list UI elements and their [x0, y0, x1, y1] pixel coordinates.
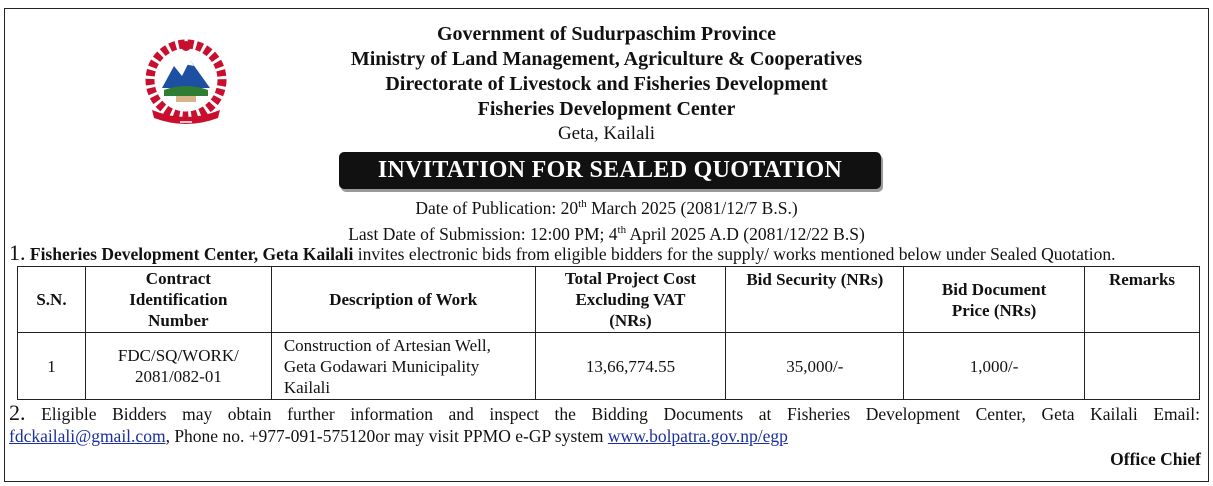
th-price-l1: Bid Document: [941, 279, 1047, 299]
paragraph-2-line2: [9, 425, 1200, 447]
header-center: Fisheries Development Center: [477, 98, 736, 120]
th-description: Description of Work: [271, 267, 535, 333]
cell-contract-l2: 2081/082-01: [134, 367, 222, 386]
publication-date-prefix: Date of Publication: 20: [415, 197, 579, 218]
header: [0, 22, 1213, 146]
paragraph-1-text: invites electronic bids from eligible bidders for the supply/ works mentioned below under Sealed Quotation.: [353, 244, 1116, 264]
paragraph-2-text2: , Phone no. +977-091-575120or may visit PPMO e-GP system: [165, 426, 608, 446]
cell-desc-l1: Construction of Artesian Well,: [283, 335, 491, 355]
publication-date-sup: th: [578, 198, 587, 210]
quotation-table: [17, 266, 1200, 400]
header-ministry: Ministry of Land Management, Agriculture & Cooperatives: [350, 48, 863, 70]
table-header-row: [18, 267, 1200, 333]
header-directorate: Directorate of Livestock and Fisheries Development: [385, 73, 828, 95]
cell-desc-l3: Kailali: [283, 377, 331, 397]
table-row: [18, 333, 1200, 400]
paragraph-1-number: 1.: [9, 240, 26, 265]
cell-sn: 1: [18, 333, 86, 400]
notice-title-banner: INVITATION FOR SEALED QUOTATION: [339, 152, 881, 189]
publication-date-rest: March 2025 (2081/12/7 B.S.): [586, 197, 798, 218]
paragraph-1: [9, 242, 1209, 265]
cell-security: 35,000/-: [726, 333, 904, 400]
th-contract: [85, 267, 271, 333]
th-contract-l3: Number: [148, 311, 209, 330]
signature: Office Chief: [1110, 449, 1201, 469]
th-cost: [535, 267, 726, 333]
th-security: Bid Security (NRs): [726, 267, 904, 333]
paragraph-2: [9, 402, 1200, 447]
th-sn: S.N.: [18, 267, 86, 333]
cell-price: 1,000/-: [904, 333, 1085, 400]
header-government: Government of Sudurpaschim Province: [436, 23, 777, 45]
th-remarks: Remarks: [1085, 267, 1200, 333]
paragraph-1-bold: Fisheries Development Center, Geta Kailali: [29, 244, 354, 264]
paragraph-2-line1: [9, 402, 1200, 425]
cell-cost: 13,66,774.55: [535, 333, 726, 400]
header-location: Geta, Kailali: [557, 123, 656, 144]
th-contract-l1: Contract: [145, 269, 211, 288]
th-cost-l1: Total Project Cost: [564, 269, 697, 288]
cell-remarks: [1085, 333, 1200, 400]
th-contract-l2: Identification: [129, 290, 228, 309]
dates-block: [0, 193, 1213, 245]
email-link[interactable]: fdckailali@gmail.com: [9, 426, 166, 446]
th-cost-l3: (NRs): [609, 311, 652, 330]
paragraph-2-text1: Eligible Bidders may obtain further information and inspect the Bidding Documents at Fisheries Development Center, Geta Kailali Email:: [25, 404, 1200, 424]
submission-date-sup: th: [617, 223, 627, 236]
publication-date: [0, 193, 1213, 219]
submission-date-rest: April 2025 A.D (2081/12/22 B.S): [626, 223, 865, 244]
paragraph-2-number: 2.: [9, 400, 26, 425]
th-cost-l2: Excluding VAT: [575, 290, 686, 309]
submission-date-prefix: Last Date of Submission: 12:00 PM; 4: [348, 223, 618, 244]
th-price-l2: Price (NRs): [951, 300, 1037, 320]
cell-desc-l2: Geta Godawari Municipality: [283, 356, 480, 376]
cell-description: [271, 333, 535, 400]
th-price: [904, 267, 1085, 333]
website-link[interactable]: www.bolpatra.gov.np/egp: [607, 426, 788, 446]
cell-contract-l1: FDC/SQ/WORK/: [117, 346, 239, 365]
cell-contract: [85, 333, 271, 400]
submission-date: [0, 219, 1213, 245]
